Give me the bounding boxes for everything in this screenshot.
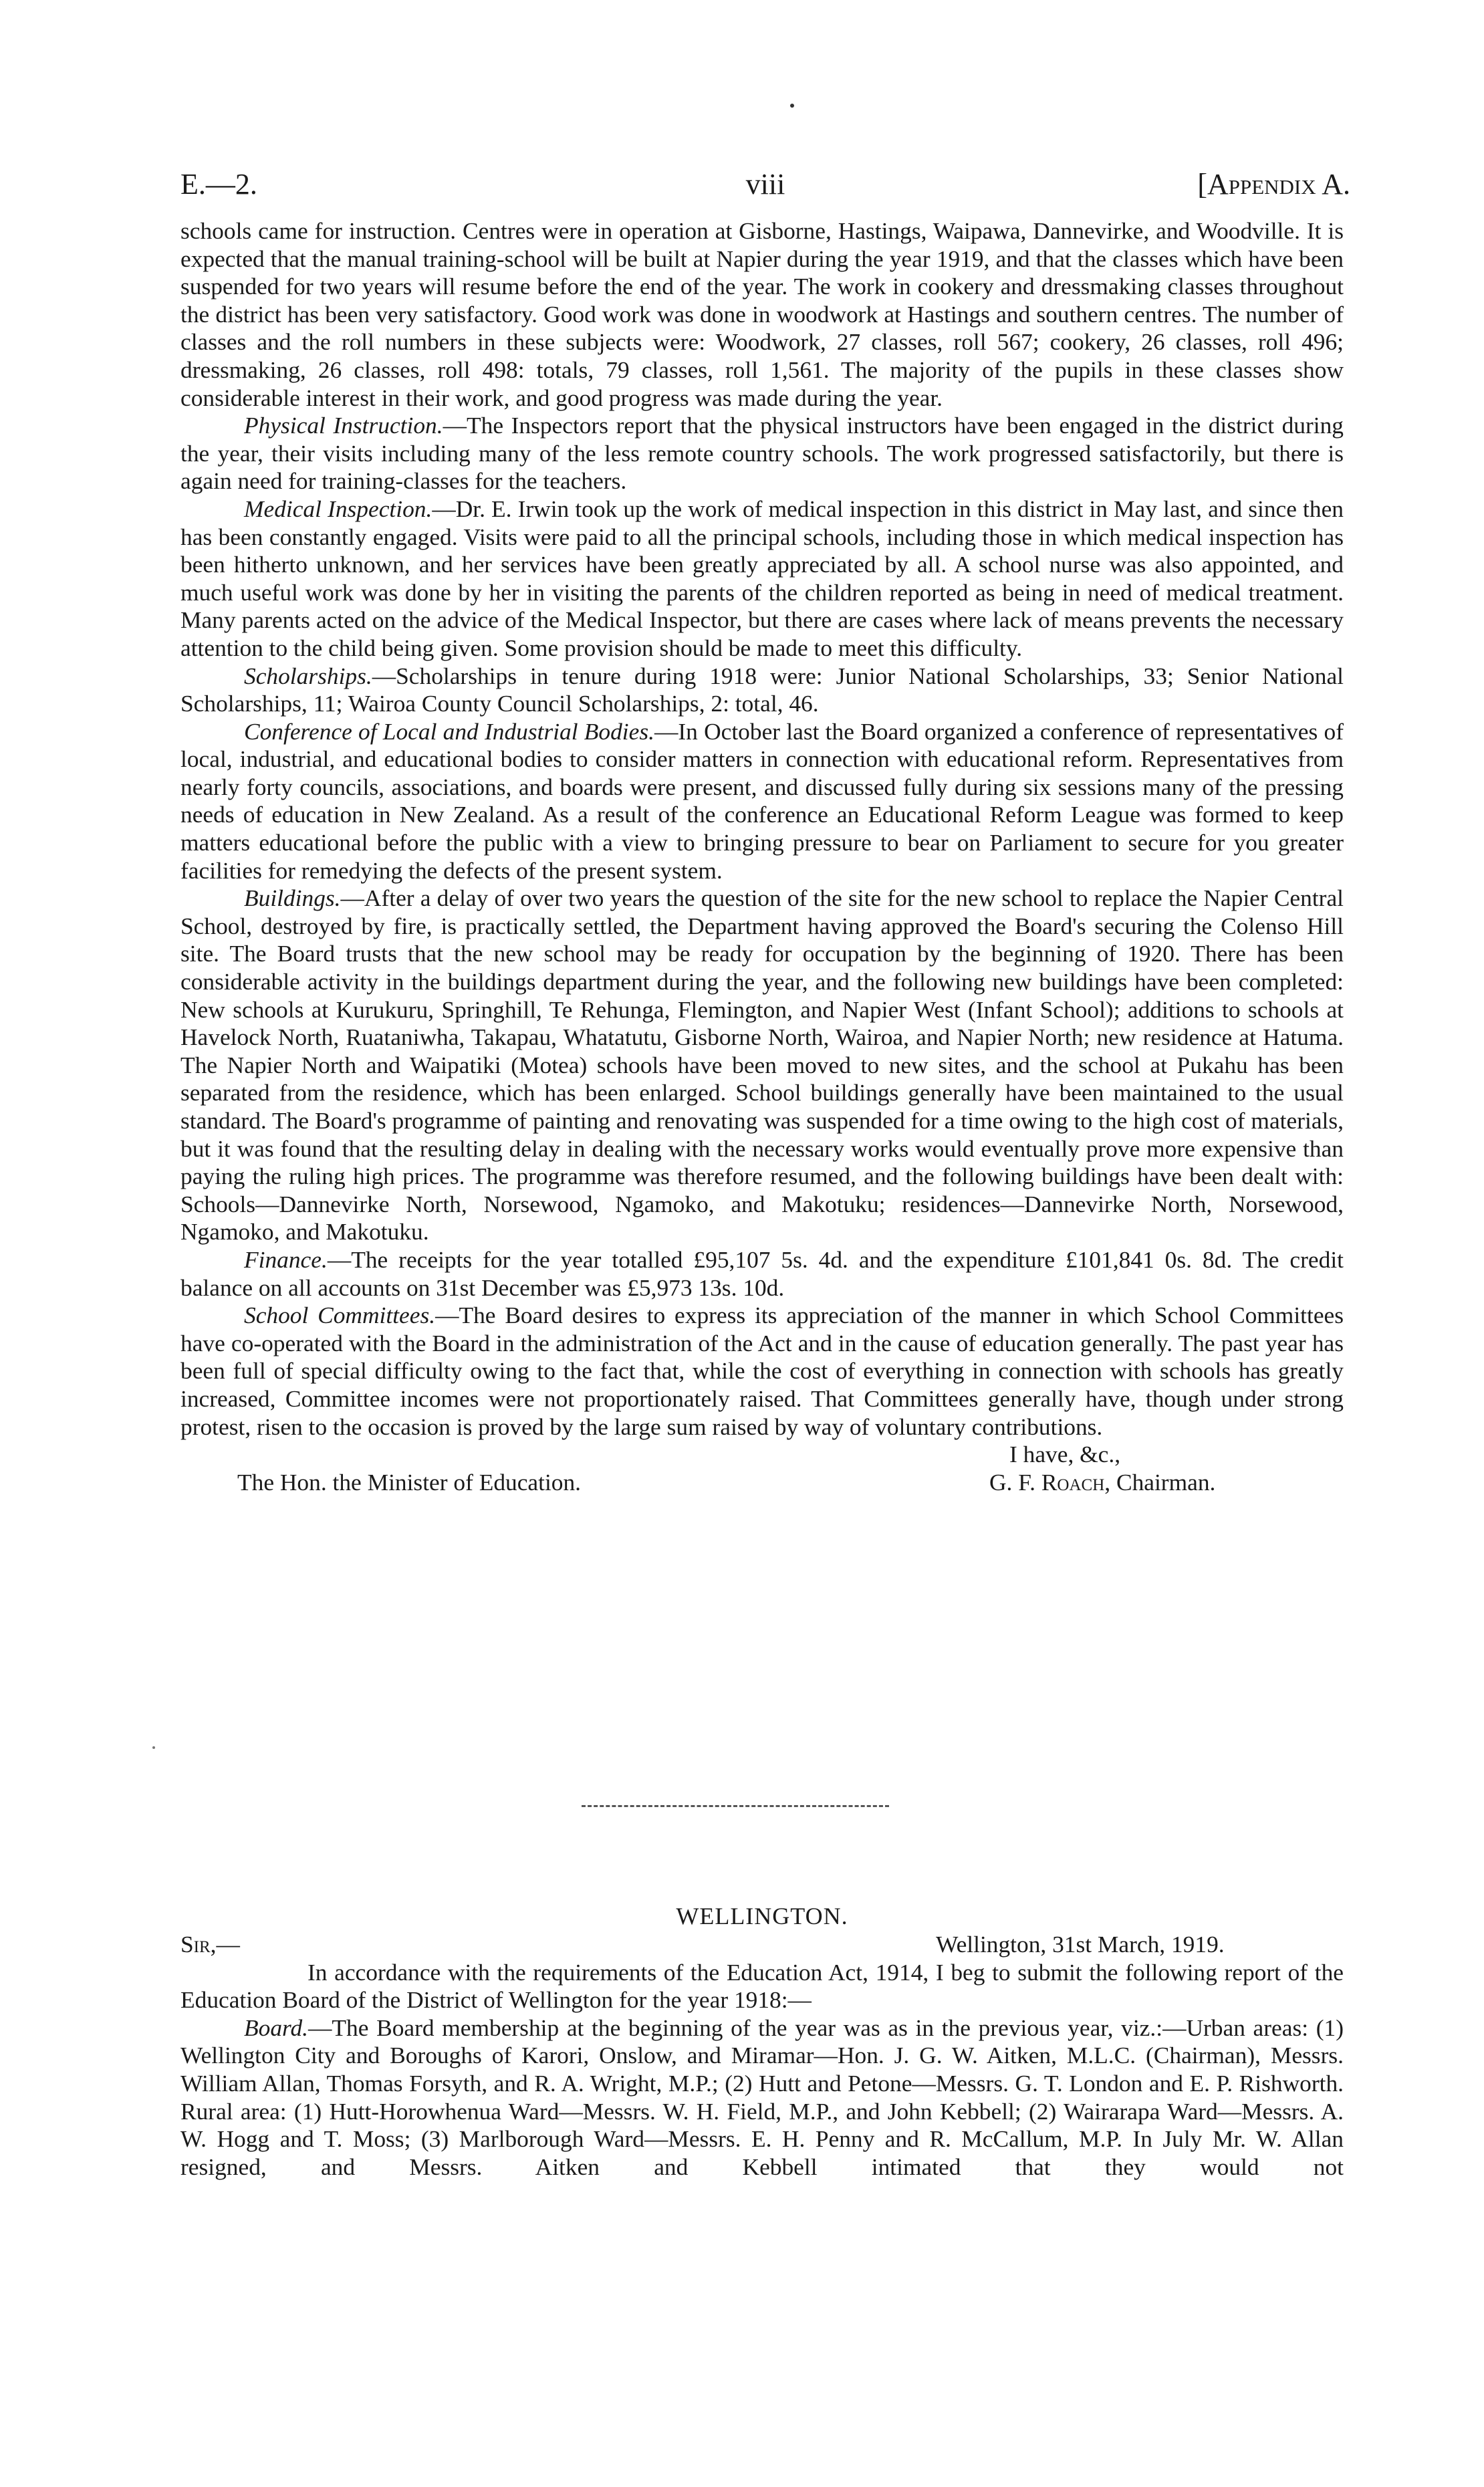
addressee: The Hon. the Minister of Education. [237, 1468, 582, 1496]
physical-instruction-heading: Physical Instruction. [244, 412, 443, 439]
wellington-report-body [180, 1931, 1344, 2181]
board-paragraph [180, 2014, 1344, 2181]
scholarships-heading: Scholarships. [244, 662, 372, 689]
finance-paragraph [180, 1246, 1344, 1302]
dateline: Wellington, 31st March, 1919. [936, 1931, 1225, 1958]
conference-paragraph [180, 718, 1344, 885]
section-divider [582, 1805, 889, 1807]
page-number: viii [745, 168, 785, 201]
school-committees-paragraph [180, 1302, 1344, 1441]
signer-initials: G. F. [989, 1468, 1035, 1496]
physical-instruction-text: —The Inspectors report that the physical instructors have been engaged in the district during the year, their visits including many of the less remote country schools. The work progressed satisfactorily, but there is again need for training-classes for the teachers. [180, 412, 1344, 495]
signature-line [180, 1469, 1344, 1497]
signer-surname: Roach [1041, 1468, 1105, 1496]
report-code: E.—2. [180, 168, 257, 201]
medical-inspection-text: —Dr. E. Irwin took up the work of medical inspection in this district in May last, and since then has been constantly engaged. Visits were paid to all the principal schools, including those in which medical inspection has been hitherto unknown, and her services have been greatly appreciated by all. A school nurse was also appointed, and much useful work was done by her in visiting the parents of the children reported as being in need of medical treatment. Many parents acted on the advice of the Medical Inspector, but there are cases where lack of means prevents the necessary attention to the child being given. Some provision should be made to meet this difficulty. [180, 495, 1344, 661]
school-committees-heading: School Committees. [244, 1302, 436, 1329]
section-title: WELLINGTON. [676, 1903, 848, 1929]
page-header [180, 167, 1350, 214]
manual-instruction-paragraph: schools came for instruction. Centres were in operation at Gisborne, Hastings, Waipawa, Dannevirke, and Woodville. It is expected that the manual training-school will be built at Napier during the year 1919, and that the classes which have been suspended for two years will resume before the end of the year. The work in cookery and dressmaking classes throughout the district has been very satisfactory. Good work was done in woodwork at Hastings and southern centres. The number of classes and the roll numbers in these subjects were: Woodwork, 27 classes, roll 567; cookery, 26 classes, roll 496; dressmaking, 26 classes, roll 498: totals, 79 classes, roll 1,561. The majority of the pupils in these classes show considerable interest in their work, and good progress was made during the year. [180, 217, 1344, 411]
appendix-text: [Appendix A. [1197, 168, 1350, 201]
signature [989, 1469, 1215, 1497]
conference-heading: Conference of Local and Industrial Bodies. [244, 717, 654, 745]
scholarships-text: —Scholarships in tenure during 1918 were: Junior National Scholarships, 33; Senior National Scholarships, 11; Wairoa County Council Scholarships, 2: total, 46. [180, 662, 1344, 717]
intro-paragraph: In accordance with the requirements of the Education Act, 1914, I beg to submit the following report of the Education Board of the District of Wellington for the year 1918:— [180, 1958, 1344, 2014]
closing-line [180, 1441, 1344, 1469]
medical-inspection-heading: Medical Inspection. [244, 495, 432, 522]
finance-heading: Finance. [244, 1246, 328, 1273]
medical-inspection-paragraph [180, 495, 1344, 663]
hawkes-bay-report-body [180, 217, 1344, 1496]
salutation-line [180, 1931, 1344, 1959]
buildings-text: —After a delay of over two years the question of the site for the new school to replace the Napier Central School, destroyed by fire, is practically settled, the Department having approved the Board's securing the Colenso Hill site. The Board trusts that the new school may be ready for occupation by the beginning of 1920. There has been considerable activity in the buildings department during the year, and the following new buildings have been completed: New schools at Kurukuru, Springhill, Te Rehunga, Flemington, and Napier West (Infant School); additions to schools at Havelock North, Ruataniwha, Takapau, Whatatutu, Gisborne North, Wairoa, and Napier North; new residence at Hatuma. The Napier North and Waipatiki (Motea) schools have been moved to new sites, and the school at Pukahu has been separated from the residence, which has been enlarged. School buildings generally have been maintained to the usual standard. The Board's programme of painting and renovating was suspended for a time owing to the high cost of materials, but it was found that the resulting delay in dealing with the necessary works would eventually prove more expensive than paying the ruling high prices. The programme was therefore resumed, and the following buildings have been dealt with: Schools—Dannevirke North, Norsewood, Ngamoko, and Makotuku; residences—Dannevirke North, Norsewood, Ngamoko, and Makotuku. [180, 884, 1344, 1246]
conference-text: —In October last the Board organized a conference of representatives of local, industrial, and educational bodies to consider matters in connection with educational reform. Representatives from nearly forty councils, associations, and boards were present, and discussed fully during six sessions many of the pressing needs of education in New Zealand. As a result of the conference an Educational Reform League was formed to keep matters educational before the public with a view to bringing pressure to bear on Parliament to secure for you greater facilities for remedying the defects of the present system. [180, 717, 1344, 884]
scholarships-paragraph [180, 663, 1344, 718]
school-committees-text: —The Board desires to express its appreciation of the manner in which School Committees have co-operated with the Board in the administration of the Act and in the cause of education generally. The past year has been full of special difficulty owing to the fact that, while the cost of everything in connection with schools has greatly increased, Committee incomes were not proportionately raised. That Committees generally have, though under strong protest, risen to the occasion is proved by the large sum raised by way of voluntary contributions. [180, 1302, 1344, 1440]
buildings-heading: Buildings. [244, 884, 341, 912]
buildings-paragraph [180, 884, 1344, 1246]
page-speck [790, 104, 794, 108]
board-heading: Board. [244, 2014, 309, 2041]
closing-phrase: I have, &c., [1009, 1441, 1121, 1468]
board-text: —The Board membership at the beginning of the year was as in the previous year, viz.:—Urban areas: (1) Wellington City and Boroughs of Karori, Onslow, and Miramar—Hon. J. G. W. Aitken, M.L.C. (Chairman), Messrs. William Allan, Thomas Forsyth, and R. A. Wright, M.P.; (2) Hutt and Petone—Messrs. G. T. London and E. P. Rishworth. Rural area: (1) Hutt-Horowhenua Ward—Messrs. W. H. Field, M.P., and John Kebbell; (2) Wairarapa Ward—Messrs. A. W. Hogg and T. Moss; (3) Marlborough Ward—Messrs. E. H. Penny and R. McCallum, M.P. In July Mr. W. Allan resigned, and Messrs. Aitken and Kebbell intimated that they would not [180, 2014, 1344, 2180]
signer-title: , Chairman. [1104, 1468, 1216, 1496]
salutation: Sir,— [180, 1931, 240, 1958]
margin-speck [152, 1746, 155, 1749]
physical-instruction-paragraph [180, 412, 1344, 495]
appendix-label [1197, 167, 1350, 201]
finance-text: —The receipts for the year totalled £95,107 5s. 4d. and the expenditure £101,841 0s. 8d. The credit balance on all accounts on 31st December was £5,973 13s. 10d. [180, 1246, 1344, 1301]
